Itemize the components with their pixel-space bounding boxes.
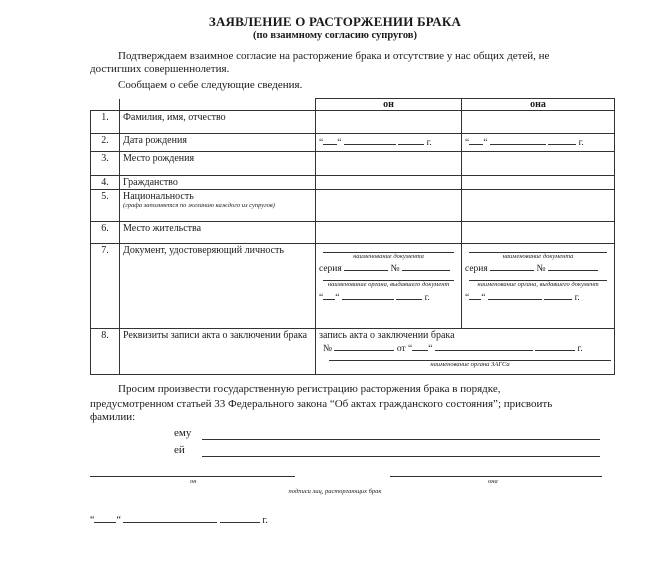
request-line-2: предусмотренном статьей 33 Федерального закона “Об актах гражданского состояния”; присвоить [90, 398, 553, 410]
request-line-3: фамилии: [90, 411, 136, 423]
zags-caption: наименование органа ЗАГСа [329, 360, 611, 368]
she-birthdate-field[interactable]: “ “ г. [462, 134, 615, 152]
row-label: Реквизиты записи акта о заключении брака [120, 329, 316, 375]
she-field[interactable] [462, 111, 615, 134]
issuer-caption: наименование органа, выдавшего документ [323, 280, 454, 288]
table-row [91, 134, 615, 152]
column-she: она [462, 99, 615, 111]
marriage-record-field[interactable]: запись акта о заключении брака № от “ “ г. наименование органа ЗАГСа [316, 329, 615, 375]
she-field[interactable] [462, 222, 615, 244]
signing-date-field[interactable]: “ “ г. [90, 515, 268, 526]
he-field[interactable] [316, 111, 462, 134]
she-signature-caption: она [488, 478, 498, 485]
table-row [91, 152, 615, 176]
row-number: 7. [91, 244, 120, 329]
doc-name-caption: наименование документа [469, 252, 607, 260]
she-id-document-field[interactable]: наименование документа серия № наименование органа, выдавшего документ “ “ г. [462, 244, 615, 329]
request-line-1: Просим произвести государственную регистрацию расторжения брака в порядке, [118, 383, 501, 395]
him-label: ему [174, 427, 192, 439]
signatures-caption: подписи лиц, расторгающих брак [288, 488, 382, 495]
he-signature-field[interactable] [90, 476, 295, 477]
row-label: Документ, удостоверяющий личность [120, 244, 316, 329]
page-title: ЗАЯВЛЕНИЕ О РАСТОРЖЕНИИ БРАКА [208, 14, 462, 29]
her-label: ей [174, 444, 185, 456]
table-row [91, 222, 615, 244]
table-row [91, 244, 615, 329]
row-note: (графа заполняется по желанию каждого из супругов) [123, 202, 275, 209]
row-label: Место рождения [120, 152, 316, 176]
her-surname-field[interactable] [202, 456, 600, 457]
him-surname-field[interactable] [202, 439, 600, 440]
she-field[interactable] [462, 190, 615, 222]
issuer-caption: наименование органа, выдавшего документ [469, 280, 607, 288]
row-number: 6. [91, 222, 120, 244]
row-number: 4. [91, 176, 120, 190]
row-number: 3. [91, 152, 120, 176]
info-table [90, 98, 615, 375]
row-label: Гражданство [120, 176, 316, 190]
row-label: Место жительства [120, 222, 316, 244]
intro-line-2: достигших совершеннолетия. [90, 63, 230, 75]
row-label: Национальность (графа заполняется по желанию каждого из супругов) [120, 190, 316, 222]
intro-line-1: Подтверждаем взаимное согласие на расторжение брака и отсутствие у нас общих детей, не [118, 50, 550, 62]
he-field[interactable] [316, 222, 462, 244]
he-field[interactable] [316, 190, 462, 222]
she-field[interactable] [462, 176, 615, 190]
record-label: запись акта о заключении брака [319, 330, 455, 341]
row-number: 8. [91, 329, 120, 375]
row-number: 1. [91, 111, 120, 134]
she-signature-field[interactable] [390, 476, 602, 477]
intro-line-3: Сообщаем о себе следующие сведения. [118, 79, 303, 91]
table-header-row [91, 99, 615, 111]
row-label: Фамилия, имя, отчество [120, 111, 316, 134]
table-row [91, 190, 615, 222]
he-field[interactable] [316, 152, 462, 176]
column-he: он [316, 99, 462, 111]
table-row [91, 329, 615, 375]
row-number: 2. [91, 134, 120, 152]
he-id-document-field[interactable]: наименование документа серия № наименование органа, выдавшего документ “ “ г. [316, 244, 462, 329]
she-field[interactable] [462, 152, 615, 176]
page-subtitle: (по взаимному согласию супругов) [253, 30, 417, 41]
doc-name-caption: наименование документа [323, 252, 454, 260]
row-number: 5. [91, 190, 120, 222]
table-row [91, 176, 615, 190]
table-row [91, 111, 615, 134]
he-signature-caption: он [190, 478, 197, 485]
row-label: Дата рождения [120, 134, 316, 152]
he-birthdate-field[interactable]: “ “ г. [316, 134, 462, 152]
he-field[interactable] [316, 176, 462, 190]
